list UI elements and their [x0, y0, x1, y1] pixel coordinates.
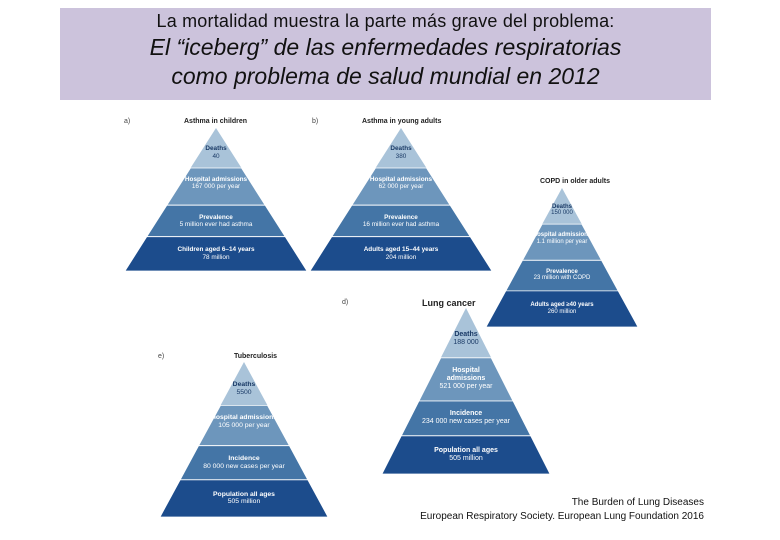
- banner-title-line2: como problema de salud mundial en 2012: [171, 63, 600, 89]
- tier-name: Adults aged ≥40 years: [530, 302, 594, 309]
- tier-value: 260 million: [547, 308, 577, 315]
- tier-name: Hospital admissions: [369, 175, 433, 183]
- tier-value: 62 000 per year: [378, 182, 424, 190]
- tier-name: Deaths: [205, 145, 227, 153]
- tier-label: [486, 269, 638, 282]
- tier-name: Hospital admissions: [210, 413, 278, 421]
- tier-value: 16 million ever had asthma: [362, 220, 440, 228]
- tier-name: Deaths: [232, 381, 256, 389]
- tier-name: Hospital admissions: [532, 232, 592, 238]
- tier-value: 5 million ever had asthma: [179, 220, 253, 228]
- tier-value: 521 000 per year: [439, 383, 493, 391]
- pyramid-asthma-children: [125, 128, 307, 271]
- tier-name: Children aged 6–14 years: [177, 246, 255, 254]
- tier-name: Incidence: [449, 410, 483, 418]
- tier-name: Hospital admissions: [184, 175, 248, 183]
- tier-label: [310, 246, 492, 260]
- tier-label: [160, 414, 328, 429]
- pyramid-lung-cancer: [382, 308, 550, 474]
- panel-tag-d: d): [342, 299, 349, 306]
- tier-value: 380: [395, 152, 407, 160]
- tier-label: [125, 176, 307, 190]
- banner-subtitle: La mortalidad muestra la parte más grave del problema:: [156, 11, 615, 31]
- panel-title-e: Tuberculosis: [234, 353, 278, 360]
- tier-label: [310, 176, 492, 190]
- tier-label: [486, 204, 638, 217]
- tier-name: Hospital admissions: [446, 367, 486, 383]
- tier-value: 150 000: [551, 210, 573, 217]
- banner-title-line1: El “iceberg” de las enfermedades respiratorias: [149, 34, 622, 60]
- tier-name: Deaths: [454, 330, 478, 338]
- tier-name: Population all ages: [434, 446, 498, 454]
- pyramid-tuberculosis: [160, 362, 328, 517]
- tier-value: 1.1 million per year: [536, 238, 588, 245]
- tier-value: 234 000 new cases per year: [422, 418, 510, 426]
- tier-value: 204 million: [385, 253, 417, 261]
- tier-name: Prevalence: [384, 213, 418, 221]
- tier-value: 505 million: [227, 498, 261, 506]
- panel-tag-b: b): [312, 118, 319, 125]
- tier-value: 505 million: [449, 454, 483, 462]
- tier-label: [160, 491, 328, 506]
- tier-name: Population all ages: [213, 490, 275, 498]
- panel-title-d: Lung cancer: [422, 298, 476, 308]
- tier-label: [125, 246, 307, 260]
- panel-tag-a: a): [124, 118, 131, 125]
- panel-title-c: COPD in older adults: [540, 178, 611, 185]
- tier-label: [382, 331, 550, 347]
- tier-value: 78 million: [202, 253, 230, 261]
- tier-label: [486, 232, 638, 245]
- tier-name: Incidence: [228, 454, 260, 462]
- tier-value: 167 000 per year: [191, 182, 241, 190]
- title-banner: [60, 8, 711, 100]
- tier-name: Deaths: [551, 203, 572, 210]
- tier-label: [160, 381, 328, 396]
- panel-title-b: Asthma in young adults: [362, 118, 442, 125]
- tier-value: 5500: [236, 388, 252, 396]
- pyramid-asthma-young-adults: [310, 128, 492, 271]
- tier-value: 188 000: [453, 338, 479, 346]
- credit-line1: The Burden of Lung Diseases: [571, 497, 704, 508]
- tier-label: [125, 145, 307, 159]
- tier-label: [382, 410, 550, 426]
- tier-label: [160, 455, 328, 470]
- tier-name: Adults aged 15–44 years: [363, 246, 439, 254]
- tier-value: 80 000 new cases per year: [203, 462, 285, 470]
- tier-name: Prevalence: [199, 213, 233, 221]
- tier-value: 23 million with COPD: [533, 275, 591, 282]
- tier-value: 40: [212, 152, 220, 160]
- panel-title-a: Asthma in children: [184, 118, 248, 125]
- tier-label: [310, 145, 492, 159]
- panel-tag-e: e): [158, 353, 165, 360]
- pyramid-copd-older-adults: [486, 188, 638, 327]
- tier-label: [382, 447, 550, 463]
- tier-label: [382, 367, 550, 390]
- tier-name: Deaths: [390, 145, 412, 153]
- tier-name: Prevalence: [546, 268, 578, 275]
- credit-line2: European Respiratory Society. European Lung Foundation 2016: [420, 511, 704, 522]
- tier-value: 105 000 per year: [218, 421, 270, 429]
- tier-label: [125, 214, 307, 228]
- tier-label: [310, 214, 492, 228]
- source-credit: [420, 496, 704, 524]
